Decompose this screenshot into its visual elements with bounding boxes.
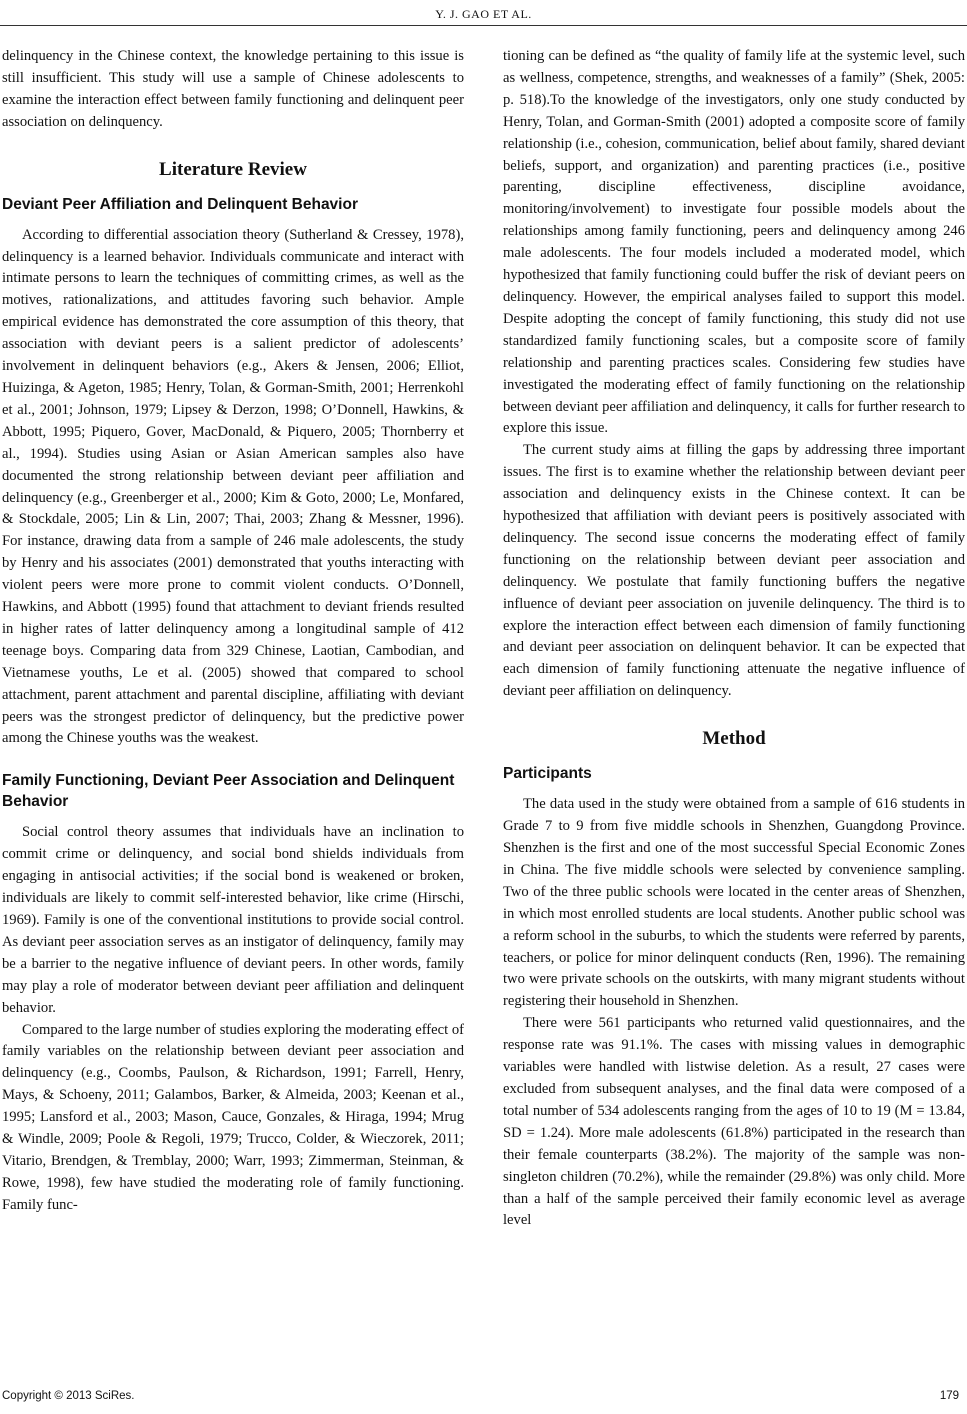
paragraph: Social control theory assumes that individuals have an inclination to commit crime or delinquency, and social bond shields individuals from engaging in antisocial activities; if the social bond is weakened or broken, individuals are likely to commit self-interested behavior, like crime (Hirschi, 1969). Family is one of the conventional institutions to provide social control. As deviant peer association serves as an instigator of delinquency, family may be a barrier to the negative influence of deviant peers. In other words, family may play a role of moderator between deviant peer affiliation and delinquent behavior. <box>2 824 464 1016</box>
paragraph: According to differential association theory (Sutherland & Cressey, 1978), delinquency is a learned behavior. Individuals communicate and interact with intimate persons to learn the techniques of committing crimes, as well as the motives, rationalizations, and attitudes favoring such behavior. Ample empirical evidence has demonstrated the core assumption of this theory, that association with deviant peers is a salient predictor of adolescents’ involvement in delinquent behaviors (e.g., Akers & Jensen, 2006; Elliot, Huizinga, & Ageton, 1985; Henry, Tolan, & Gorman-Smith, 2001; Herrenkohl et al., 2001; Johnson, 1979; Lipsey & Derzon, 1998; O’Donnell, Hawkins, & Abbott, 1995; Piquero, Gover, MacDonald, & Piquero, 2005; Thornberry et al., 1994). Studies using Asian or Asian American samples also have documented the strong relationship between deviant peer affiliation and delinquency (e.g., Greenberger et al., 2000; Kim & Goto, 2000; Le, Monfared, & Stockdale, 2005; Lin & Lin, 2007; Thai, 2003; Zhang & Messner, 1996). For instance, drawing data from a sample of 246 male adolescents, the study by Henry and his associates (2001) demonstrated that youths interacting with violent peers were more prone to commit violent conducts. O’Donnell, Hawkins, and Abbott (1995) found that attachment to deviant friends resulted in higher rates of latter delinquency among a longitudinal sample of 412 teenage boys. Comparing data from 329 Chinese, Laotian, Cambodian, and Vietnamese youths, Le et al. (2005) showed that compared to school attachment, parent attachment and parental discipline, affiliating with deviant peers was the strongest predictor of delinquency, but the predictive power among the Chinese youths was the weakest. <box>2 226 464 747</box>
running-head: Y. J. GAO ET AL. <box>435 7 532 21</box>
left-column <box>2 46 464 1217</box>
paragraph: Compared to the large number of studies exploring the moderating effect of family variables on the relationship between deviant peer association and delinquency (e.g., Coombs, Paulson, & Richardson, 1991; Farrell, Henry, Mays, & Schoeny, 2011; Galambos, Barker, & Almeida, 2003; Keenan et al., 1995; Lansford et al., 2003; Mason, Cauce, Gonzales, & Hiraga, 1994; Mrug & Windle, 2009; Poole & Regoli, 1979; Trucco, Colder, & Wieczorek, 2011; Vitario, Brendgen, & Tremblay, 2000; Warr, 1993; Zimmerman, Steinman, & Rowe, 1998), few have studied the moderating role of family functioning. Family func- <box>2 1021 464 1213</box>
right-column <box>503 46 965 1232</box>
footer-copyright: Copyright © 2013 SciRes. <box>2 1390 135 1402</box>
paragraph: There were 561 participants who returned valid questionnaires, and the response rate was 91.1%. The cases with missing values in demographic variables were handled with listwise deletion. As a result, 27 cases were excluded from subsequent analyses, and the final data were composed of a total number of 534 adolescents ranging from the ages of 10 to 19 (M = 13.84, SD = 1.24). More male adolescents (61.8%) participated in the research than their female counterparts (38.2%). The majority of the sample was non-singleton children (70.2%), while the remainder (29.8%) was only child. More than a half of the sample perceived their family economic level as average level <box>503 1015 965 1229</box>
paragraph: The current study aims at filling the gaps by addressing three important issues. The first is to examine whether the relationship between deviant peer association and delinquency exists in the Chinese context. It can be hypothesized that affiliation with deviant peers is positively associated with delinquency. The second issue concerns the moderating effect of family functioning on the relationship between deviant peer association and delinquency. We postulate that family functioning buffers the negative influence of deviant peer association on juvenile delinquency. The third is to explore the interaction effect between each dimension of family functioning and deviant peer association on delinquent behavior. It can be expected that each dimension of family functioning attenuate the negative influence of deviant peer affiliation on delinquency. <box>503 442 965 700</box>
paragraph: The data used in the study were obtained from a sample of 616 students in Grade 7 to 9 from five middle schools in Shenzhen, Guangdong Province. Shenzhen is the first and one of the most successful Special Economic Zones in China. The five middle schools were selected by convenience sampling. Two of the three public schools were located in the center areas of Shenzhen, in which most enrolled students are local students. Another public school was a reform school in the suburbs, to which the students were referred by parents, teachers, or police for minor delinquent conducts (Ren, 1996). The remaining two were private schools on the outskirts, with many migrant students without registering their household in Shenzhen. <box>503 796 965 1010</box>
subsection-heading-deviant-peer: Deviant Peer Affiliation and Delinquent Behavior <box>2 195 358 213</box>
footer-page-number: 179 <box>939 1390 959 1402</box>
header-rule <box>0 25 967 26</box>
section-heading-method: Method <box>702 728 766 750</box>
subsection-heading-family-functioning: Family Functioning, Deviant Peer Association and Delinquent Behavior <box>2 772 455 811</box>
subsection-heading-participants: Participants <box>503 765 592 783</box>
paragraph: delinquency in the Chinese context, the knowledge pertaining to this issue is still insufficient. This study will use a sample of Chinese adolescents to examine the interaction effect between family functioning and delinquent peer association on delinquency. <box>2 48 464 130</box>
paragraph: tioning can be defined as “the quality of family life at the systemic level, such as wellness, competence, strengths, and weaknesses of a family” (Shek, 2005: p. 518).To the knowledge of the investigators, only one study conducted by Henry, Tolan, and Gorman-Smith (2001) adopted a composite score of family relationship (i.e., cohesion, communication, belief about family, shared deviant beliefs, support, and organization) and parenting practices (i.e., positive parenting, discipline effectiveness, discipline avoidance, monitoring/involvement) to investigate four possible models about the relationships among family functioning, peers and delinquency among 246 male adolescents. The four models included a moderated model, which hypothesized that family functioning could buffer the risk of deviant peers on delinquency. However, the empirical analyses failed to support this model. Despite adopting the concept of family functioning, this study did not use standardized family functioning scales, but a composite score of family relationship and parenting practices scales. Considering few studies have investigated the moderating effect of family functioning on the relationship between deviant peer affiliation and delinquency, it calls for further research to explore this issue. <box>503 48 965 437</box>
section-heading-literature-review: Literature Review <box>159 158 307 180</box>
